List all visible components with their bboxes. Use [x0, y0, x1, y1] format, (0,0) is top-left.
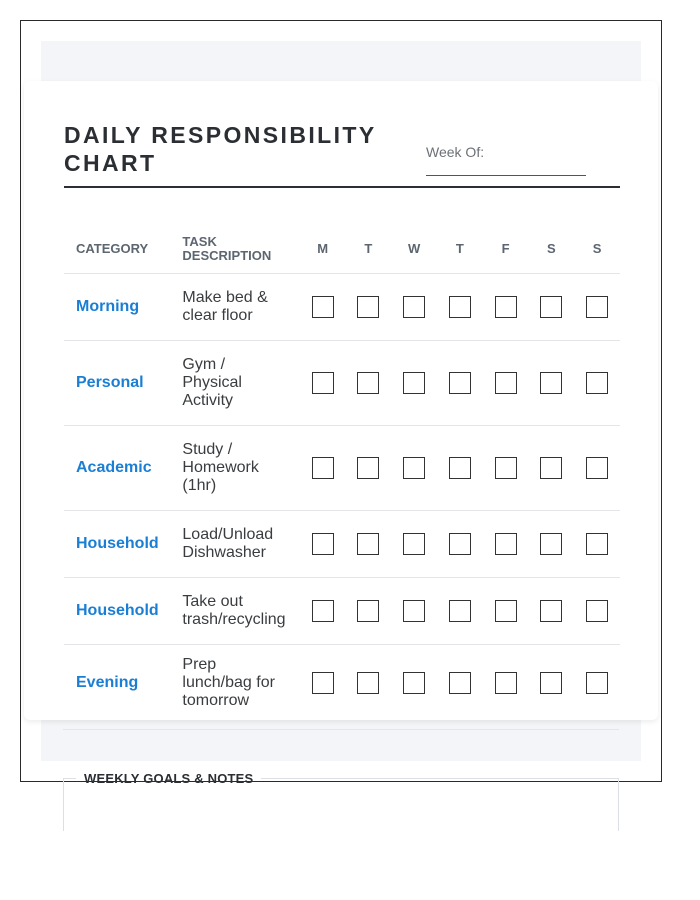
- checkbox-thu[interactable]: [449, 600, 471, 622]
- checkbox-sat[interactable]: [540, 533, 562, 555]
- column-header-sat: S: [547, 240, 556, 256]
- table-row: [64, 578, 620, 645]
- checkbox-wed[interactable]: [403, 600, 425, 622]
- checkbox-tue[interactable]: [357, 457, 379, 479]
- checkbox-sun[interactable]: [586, 372, 608, 394]
- column-header-category: CATEGORY: [76, 240, 149, 256]
- checkbox-wed[interactable]: [403, 533, 425, 555]
- column-header-sun: S: [592, 240, 602, 256]
- page-title: DAILY RESPONSIBILITY CHART: [64, 122, 377, 176]
- task-description: Take out trash/recycling: [182, 593, 286, 628]
- category-label: Household: [76, 602, 159, 619]
- checkbox-wed[interactable]: [403, 457, 425, 479]
- checkbox-mon[interactable]: [312, 600, 334, 622]
- page-frame: [20, 20, 662, 786]
- notes-legend: WEEKLY GOALS & NOTES: [84, 771, 254, 786]
- checkbox-fri[interactable]: [495, 296, 517, 318]
- checkbox-mon[interactable]: [312, 296, 334, 318]
- checkbox-sun[interactable]: [586, 296, 608, 318]
- checkbox-tue[interactable]: [357, 372, 379, 394]
- checkbox-sat[interactable]: [540, 372, 562, 394]
- table-row: [64, 511, 620, 578]
- checkbox-wed[interactable]: [403, 372, 425, 394]
- checkbox-sat[interactable]: [540, 600, 562, 622]
- category-label: Evening: [76, 674, 139, 691]
- column-header-thu: T: [455, 240, 464, 256]
- checkbox-sun[interactable]: [586, 533, 608, 555]
- column-header-task: TASK DESCRIPTION: [182, 233, 272, 263]
- checkbox-sat[interactable]: [540, 296, 562, 318]
- task-description: Make bed & clear floor: [182, 289, 268, 324]
- category-label: Household: [76, 535, 159, 552]
- checkbox-fri[interactable]: [495, 457, 517, 479]
- checkbox-mon[interactable]: [312, 372, 334, 394]
- column-header-mon: M: [317, 240, 329, 256]
- checkbox-mon[interactable]: [312, 457, 334, 479]
- column-header-fri: F: [501, 240, 510, 256]
- checkbox-thu[interactable]: [449, 533, 471, 555]
- task-description: Study / Homework (1hr): [182, 441, 259, 494]
- checkbox-thu[interactable]: [449, 672, 471, 694]
- checkbox-tue[interactable]: [357, 296, 379, 318]
- checkbox-fri[interactable]: [495, 372, 517, 394]
- table-header: [64, 224, 620, 274]
- category-label: Morning: [76, 298, 140, 315]
- task-description: Prep lunch/bag for tomorrow: [182, 656, 275, 709]
- column-header-tue: T: [364, 240, 373, 256]
- checkbox-fri[interactable]: [495, 672, 517, 694]
- category-label: Personal: [76, 374, 144, 391]
- checkbox-mon[interactable]: [312, 533, 334, 555]
- checkbox-sat[interactable]: [540, 672, 562, 694]
- weekly-goals-notes[interactable]: [63, 771, 619, 831]
- checkbox-sun[interactable]: [586, 457, 608, 479]
- checkbox-thu[interactable]: [449, 457, 471, 479]
- checkbox-fri[interactable]: [495, 600, 517, 622]
- checkbox-wed[interactable]: [403, 296, 425, 318]
- table-row: [64, 341, 620, 426]
- checkbox-sun[interactable]: [586, 600, 608, 622]
- category-label: Academic: [76, 459, 152, 476]
- week-of-field[interactable]: [426, 175, 586, 176]
- checkbox-tue[interactable]: [357, 533, 379, 555]
- checkbox-sun[interactable]: [586, 672, 608, 694]
- checkbox-mon[interactable]: [312, 672, 334, 694]
- table-row: [64, 274, 620, 341]
- checkbox-thu[interactable]: [449, 372, 471, 394]
- checkbox-fri[interactable]: [495, 533, 517, 555]
- table-row: [64, 645, 620, 721]
- checkbox-tue[interactable]: [357, 672, 379, 694]
- column-header-wed: W: [408, 240, 421, 256]
- table-row: [64, 426, 620, 511]
- chart-card: [24, 81, 658, 720]
- checkbox-sat[interactable]: [540, 457, 562, 479]
- checkbox-thu[interactable]: [449, 296, 471, 318]
- checkbox-wed[interactable]: [403, 672, 425, 694]
- responsibility-table: [64, 224, 620, 721]
- title-divider: [64, 186, 620, 188]
- notes-divider: [63, 729, 619, 730]
- checkbox-tue[interactable]: [357, 600, 379, 622]
- task-description: Gym / Physical Activity: [182, 356, 242, 409]
- week-of-label: Week Of:: [426, 144, 485, 160]
- task-description: Load/Unload Dishwasher: [182, 526, 274, 561]
